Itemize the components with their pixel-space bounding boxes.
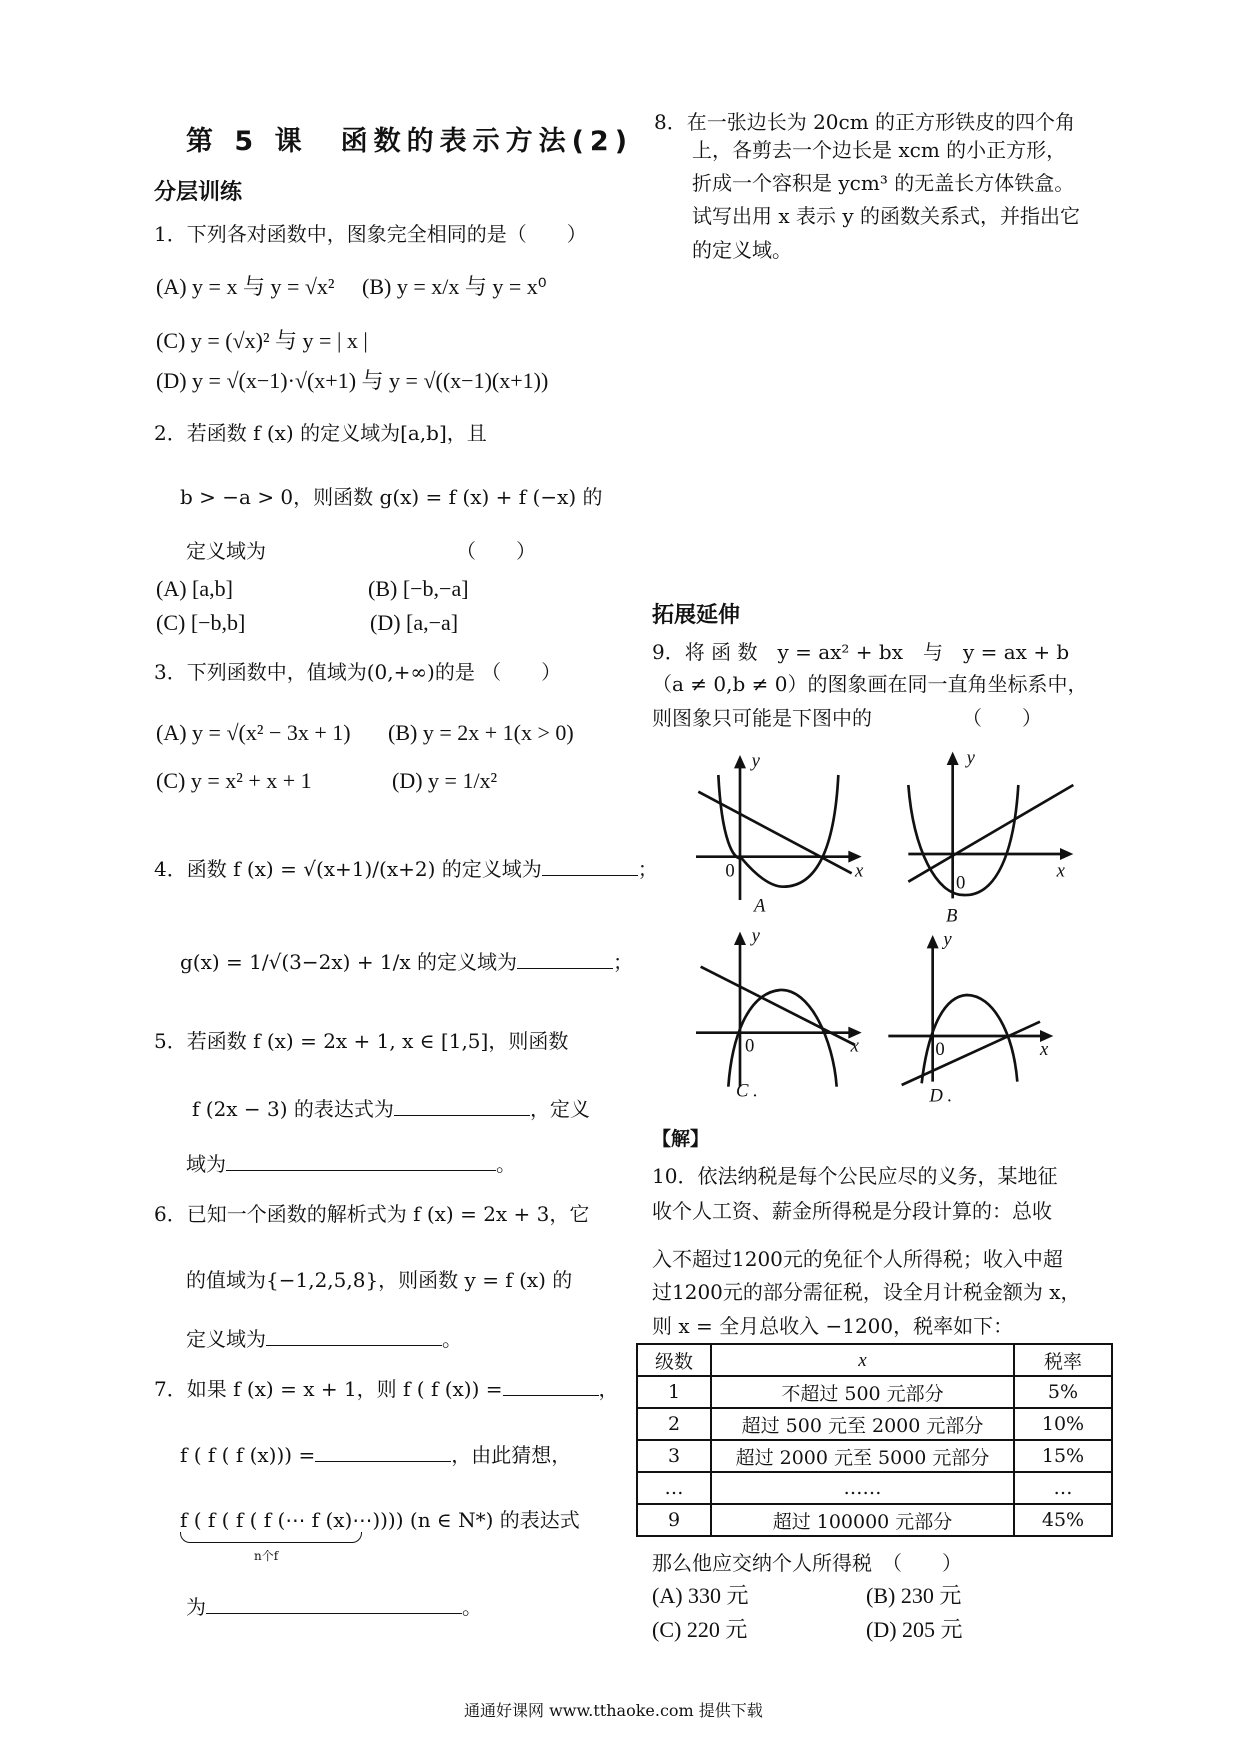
q2-option-b: (B) [−b,−a] (368, 576, 469, 601)
header-rate: 税率 (1014, 1344, 1112, 1376)
cell-level: 2 (637, 1408, 711, 1440)
q6-text: 定义域为 (186, 1327, 266, 1351)
cell-rate: 10% (1014, 1408, 1112, 1440)
tax-rate-table (636, 1343, 1113, 1537)
section-heading: 拓展延伸 (652, 603, 741, 628)
q10-line: 入不超过1200元的免征个人所得税；收入中超 (652, 1247, 1063, 1271)
header-level: 级数 (637, 1344, 711, 1376)
answer-blank[interactable] (206, 1595, 462, 1614)
q7-line1: 7．如果 f (x) = x + 1，则 f ( f (x)) = ， (154, 1377, 619, 1401)
cell-rate: 15% (1014, 1440, 1112, 1472)
graph-a (696, 763, 853, 900)
origin-label: 0 (956, 872, 966, 894)
answer-blank[interactable] (266, 1327, 442, 1346)
line (698, 792, 851, 874)
graph-label-b: B (946, 905, 958, 927)
answer-blank[interactable] (394, 1097, 530, 1116)
q10-option-d: (D) 205 元 (866, 1617, 963, 1642)
parabola (718, 775, 838, 887)
q10-line: 10．依法纳税是每个公民应尽的义务，某地征 (652, 1164, 1058, 1188)
axis-label-y: y (751, 750, 760, 772)
q10-line: 则 x = 全月总收入 −1200，税率如下： (652, 1314, 1014, 1338)
q1-option-d: (D) y = √(x−1)·√(x+1) 与 y = √((x−1)(x+1)) (156, 368, 549, 393)
q1-stem: 1．下列各对函数中，图象完全相同的是（ ） (154, 222, 587, 246)
answer-blank[interactable] (503, 1377, 599, 1396)
q8-line: 试写出用 x 表示 y 的函数关系式，并指出它 (692, 204, 1081, 228)
q10-line: 收个人工资、薪金所得税是分段计算的：总收 (652, 1199, 1052, 1223)
q1-option-ab: (A) y = x 与 y = √x² (B) y = x/x 与 y = x⁰ (156, 274, 547, 299)
q5-line3 (186, 1152, 516, 1174)
q2-option-c: (C) [−b,b] (156, 610, 246, 635)
cell-range: 超过 2000 元至 5000 元部分 (711, 1440, 1014, 1472)
q4-text-g: g(x) = 1/√(3−2x) + 1/x 的定义域为 (180, 950, 518, 974)
q8-line: 上，各剪去一个边长是 xcm 的小正方形， (692, 138, 1067, 162)
axis-label-y: y (966, 747, 975, 769)
q9-line: 则图象只可能是下图中的 （ ） (652, 706, 1042, 730)
q7-text3: ，由此猜想， (451, 1443, 572, 1467)
q3-stem: 3．下列函数中，值域为(0,+∞)的是 （ ） (154, 660, 562, 684)
q10-option-c: (C) 220 元 (652, 1617, 748, 1642)
q9-line: （a ≠ 0,b ≠ 0）的图象画在同一直角坐标系中， (652, 672, 1088, 696)
cell-range: 超过 500 元至 2000 元部分 (711, 1408, 1014, 1440)
q9-line: 9．将 函 数 y = ax² + bx 与 y = ax + b (652, 640, 1070, 664)
table-header (637, 1344, 1112, 1376)
underbrace (180, 1532, 362, 1543)
graph-label-d: D . (929, 1085, 953, 1107)
q4-line1: 4．函数 f (x) = √(x+1)/(x+2) 的定义域为 ； (154, 857, 658, 881)
header-x-label: x (858, 1349, 867, 1371)
q1-option-c: (C) y = (√x)² 与 y = | x | (156, 328, 368, 353)
q2-option-d: (D) [a,−a] (370, 610, 459, 635)
q3-option-c: (C) y = x² + x + 1 (156, 768, 312, 793)
q7-text4: 为 (186, 1595, 206, 1619)
section-heading: 分层训练 (154, 180, 243, 205)
axis-label-x: x (855, 860, 864, 882)
origin-label: 0 (725, 860, 735, 882)
table-row (637, 1472, 1112, 1504)
axis-label-x: x (1056, 860, 1065, 882)
q2-stem-cont: b > −a > 0，则函数 g(x) = f (x) + f (−x) 的 (180, 485, 603, 509)
graph-label-a: A (754, 895, 766, 917)
q6-stem-cont: 的值域为{−1,2,5,8}，则函数 y = f (x) 的 (186, 1268, 573, 1292)
q2-option-a: (A) [a,b] (156, 576, 233, 601)
q5-text3: 域为 (186, 1152, 226, 1176)
page-title: 第 5 课 函数的表示方法(2) (186, 126, 634, 157)
q5-stem: 5．若函数 f (x) = 2x + 1, x ∈ [1,5]，则函数 (154, 1029, 569, 1053)
answer-blank[interactable] (315, 1443, 451, 1462)
q10-question: 那么他应交纳个人所得税 （ ） (652, 1551, 962, 1575)
origin-label: 0 (935, 1039, 945, 1060)
cell-range: 超过 100000 元部分 (711, 1504, 1014, 1536)
answer-blank[interactable] (517, 950, 613, 969)
cell-range: …… (711, 1472, 1014, 1504)
parabola (728, 990, 836, 1087)
origin-label: 0 (745, 1035, 755, 1057)
answer-blank[interactable] (226, 1152, 496, 1171)
graphs-figure (660, 740, 1100, 1130)
q7-line4: 为 。 (186, 1595, 482, 1619)
graph-b (908, 760, 1073, 898)
header-x (711, 1344, 1014, 1376)
q5-text2: ，定义 (529, 1097, 590, 1121)
q8-line: 折成一个容积是 ycm³ 的无盖长方体铁盒。 (692, 171, 1075, 195)
axis-label-y: y (943, 929, 952, 950)
axis-label-y: y (751, 925, 760, 947)
graph-c (696, 940, 855, 1087)
q7-text2: f ( f ( f (x))) = (180, 1443, 316, 1467)
line (902, 1022, 1040, 1085)
q10-option-b: (B) 230 元 (866, 1583, 962, 1608)
table-row (637, 1408, 1112, 1440)
q3-option-d: (D) y = 1/x² (392, 768, 498, 793)
axis-label-x: x (1040, 1039, 1049, 1060)
q8-line: 的定义域。 (692, 238, 792, 262)
q7-line2 (180, 1443, 571, 1465)
solution-label: 【解】 (652, 1128, 710, 1150)
q2-stem: 2．若函数 f (x) 的定义域为[a,b]，且 (154, 421, 487, 445)
graph-d (888, 943, 1045, 1085)
q5-text: f (2x − 3) 的表达式为 (192, 1097, 394, 1121)
cell-level: … (637, 1472, 711, 1504)
q5-line2 (192, 1097, 590, 1119)
q8-line: 8．在一张边长为 20cm 的正方形铁皮的四个角 (654, 110, 1076, 134)
q6-stem: 6．已知一个函数的解析式为 f (x) = 2x + 3，它 (154, 1202, 590, 1226)
table-row (637, 1376, 1112, 1408)
cell-level: 9 (637, 1504, 711, 1536)
axis-label-x: x (850, 1035, 859, 1057)
q3-option-b: (B) y = 2x + 1(x > 0) (388, 720, 574, 745)
graph-label-c: C . (736, 1080, 758, 1102)
line (908, 785, 1073, 882)
q6-line3: 定义域为 。 (186, 1327, 462, 1351)
footer-credit: 通通好课网 www.tthaoke.com 提供下载 (464, 1701, 763, 1720)
q10-line: 过1200元的部分需征税，设全月计税金额为 x， (652, 1280, 1081, 1304)
q4-text: 4．函数 f (x) = √(x+1)/(x+2) 的定义域为 (154, 857, 542, 881)
underbrace-label: n个f (254, 1549, 279, 1563)
q4-line2: g(x) = 1/√(3−2x) + 1/x 的定义域为 ； (180, 950, 634, 974)
cell-rate: 45% (1014, 1504, 1112, 1536)
q2-stem-end: 定义域为 （ ） (186, 539, 536, 563)
q5-period: 。 (496, 1152, 516, 1176)
cell-rate: … (1014, 1472, 1112, 1504)
table-row (637, 1504, 1112, 1536)
cell-level: 1 (637, 1376, 711, 1408)
q7-text: 7．如果 f (x) = x + 1，则 f ( f (x)) = (154, 1377, 503, 1401)
q10-option-a: (A) 330 元 (652, 1583, 749, 1608)
cell-rate: 5% (1014, 1376, 1112, 1408)
q3-option-a: (A) y = √(x² − 3x + 1) (156, 720, 351, 745)
cell-range: 不超过 500 元部分 (711, 1376, 1014, 1408)
q7-line3: f ( f ( f ( f (⋯ f (x)⋯)))) (n ∈ N*) 的表达式 (180, 1508, 580, 1532)
answer-blank[interactable] (542, 857, 638, 876)
cell-level: 3 (637, 1440, 711, 1472)
table-row (637, 1440, 1112, 1472)
